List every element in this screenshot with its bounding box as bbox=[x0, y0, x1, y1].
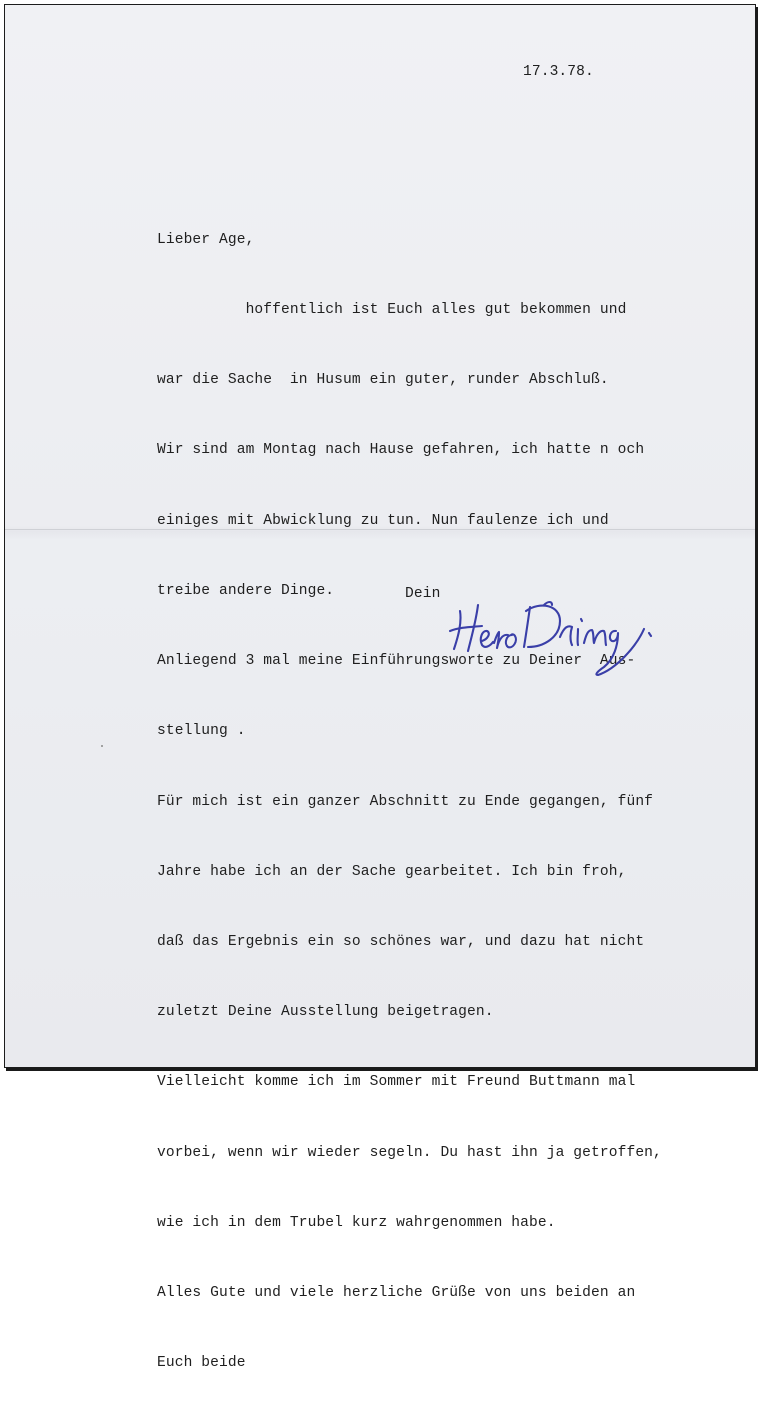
body-line: Euch beide bbox=[157, 1355, 246, 1372]
handwritten-signature bbox=[448, 597, 678, 679]
letter-date: 17.3.78. bbox=[523, 64, 594, 80]
body-line: Anliegend 3 mal meine Einführungsworte zu Deiner Aus- bbox=[157, 653, 636, 670]
body-line: wie ich in dem Trubel kurz wahrgenommen habe. bbox=[157, 1214, 556, 1231]
body-line: Für mich ist ein ganzer Abschnitt zu Ende gegangen, fünf bbox=[157, 793, 654, 810]
body-line: zuletzt Deine Ausstellung beigetragen. bbox=[157, 1004, 494, 1021]
body-line: daß das Ergebnis ein so schönes war, und dazu hat nicht bbox=[157, 934, 645, 950]
body-line: einiges mit Abwicklung zu tun. Nun faulenze ich und bbox=[157, 512, 609, 529]
body-line: hoffentlich ist Euch alles gut bekommen und bbox=[157, 302, 627, 319]
body-line: Wir sind am Montag nach Hause gefahren, ich hatte n och bbox=[157, 442, 645, 459]
letter-paper bbox=[4, 4, 756, 1372]
body-line: Vielleicht komme ich im Sommer mit Freund Buttmann mal bbox=[157, 1074, 636, 1091]
letter-body bbox=[157, 182, 662, 1423]
body-line: war die Sache in Husum ein guter, runder Abschluß. bbox=[157, 372, 609, 389]
body-line: Jahre habe ich an der Sache gearbeitet. Ich bin froh, bbox=[157, 863, 627, 880]
closing: Dein bbox=[405, 586, 441, 602]
paper-speck bbox=[101, 745, 103, 747]
body-line: stellung . bbox=[157, 723, 246, 740]
body-line: treibe andere Dinge. bbox=[157, 582, 335, 599]
body-line: Alles Gute und viele herzliche Grüße von uns beiden an bbox=[157, 1285, 636, 1302]
body-line: vorbei, wenn wir wieder segeln. Du hast ihn ja getroffen, bbox=[157, 1144, 662, 1161]
salutation: Lieber Age, bbox=[157, 231, 255, 248]
